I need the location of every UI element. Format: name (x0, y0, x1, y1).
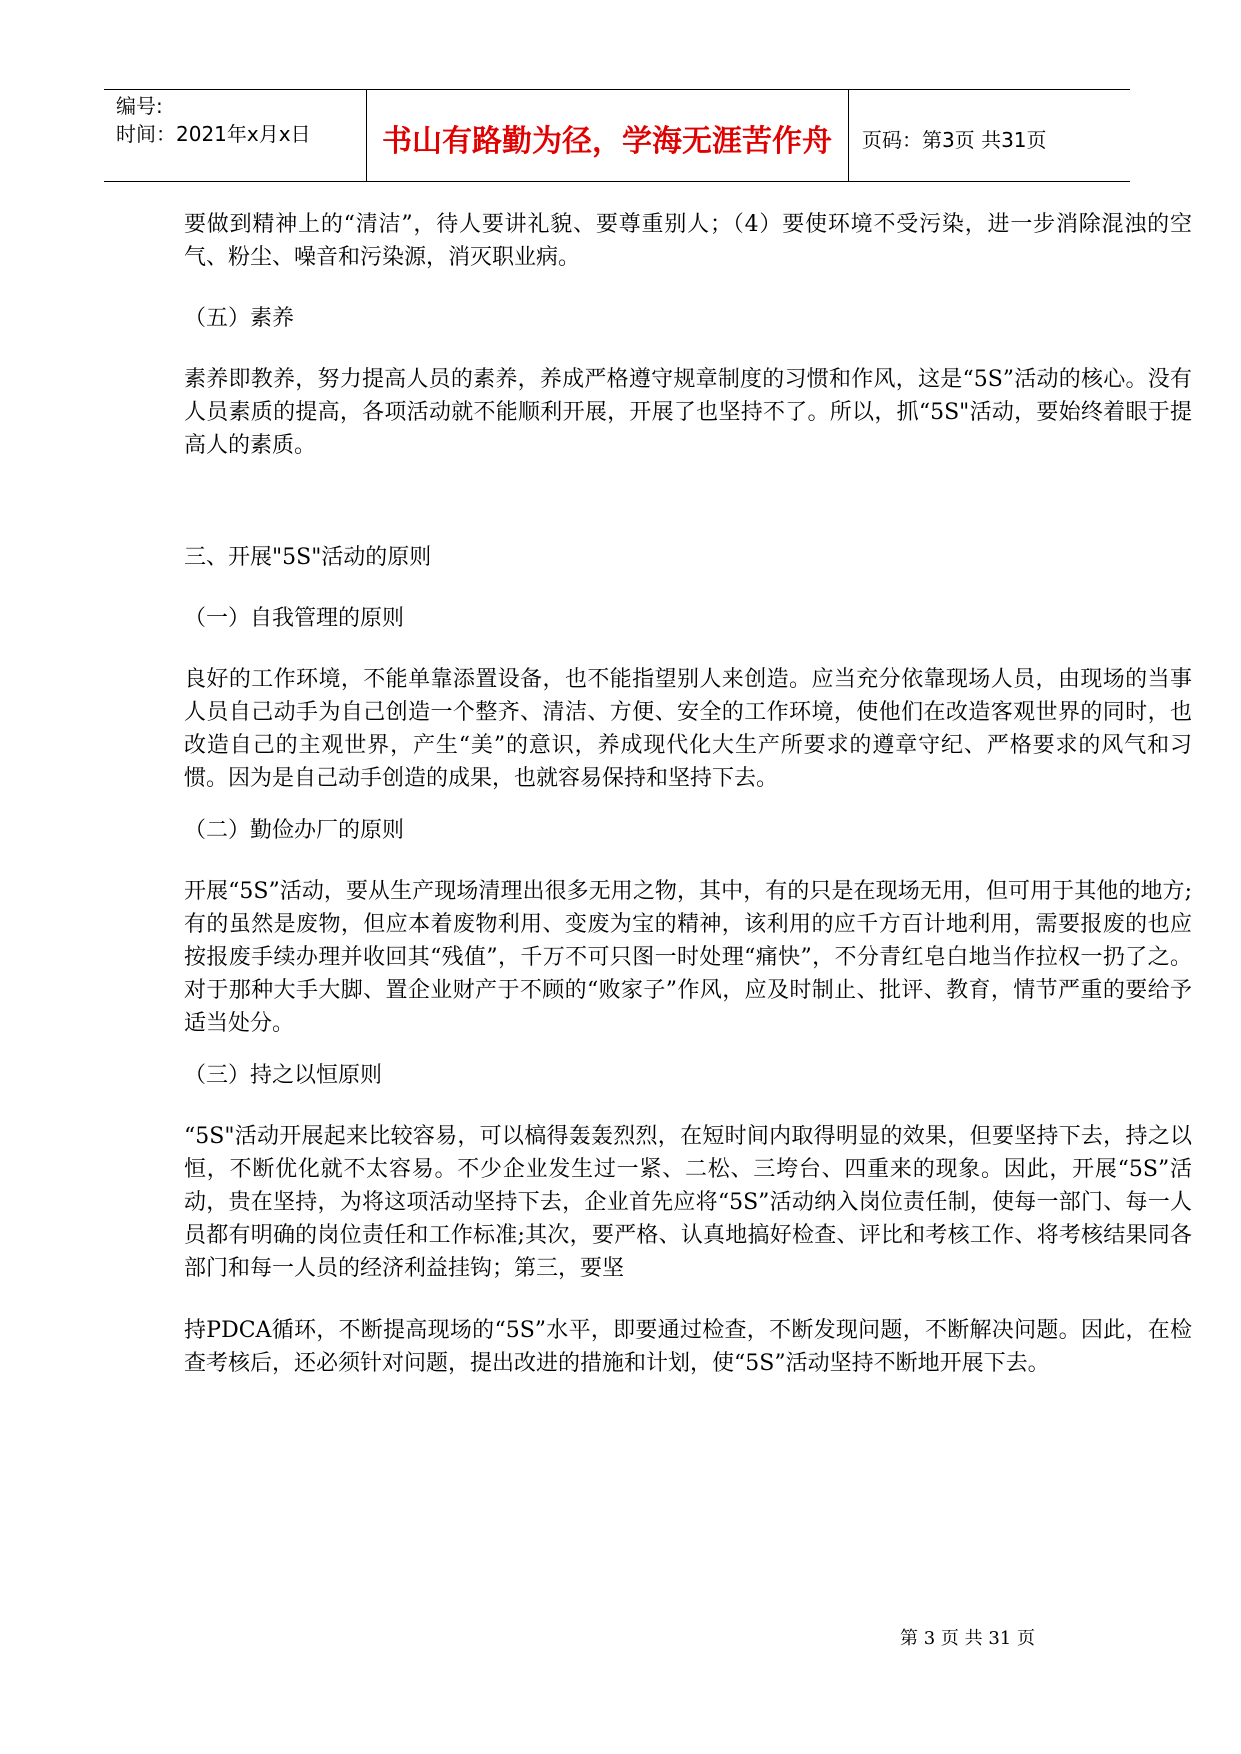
header-top-rule (104, 89, 1130, 90)
paragraph: “5S"活动开展起来比较容易，可以槁得轰轰烈烈，在短时间内取得明显的效果，但要坚持下去，持之以恒，不断优化就不太容易。不少企业发生过一紧、二松、三垮台、四重来的现象。因此，开展“5S”活动，贵在坚持，为将这项活动坚持下去，企业首先应将“5S”活动纳入岗位责任制，使每一部门、每一人员都有明确的岗位责任和工作标准;其次，要严格、认真地搞好检查、评比和考核工作、将考核结果同各部门和每一人员的经济利益挂钩；第三，要坚 (184, 1124, 1192, 1281)
paragraph: 良好的工作环境，不能单靠添置设备，也不能指望别人来创造。应当充分依靠现场人员，由现场的当事人员自己动手为自己创造一个整齐、清洁、方便、安全的工作环境，使他们在改造客观世界的同时，也改造自己的主观世界，产生“美”的意识，养成现代化大生产所要求的遵章守纪、严格要求的风气和习惯。因为是自己动手创造的成果，也就容易保持和坚持下去。 (184, 667, 1192, 791)
header-motto: 书山有路勤为径，学海无涯苦作舟 (382, 124, 832, 159)
header-meta (116, 92, 366, 148)
header-bottom-rule (104, 181, 1130, 182)
header-divider-right (848, 89, 849, 181)
page-footer: 第 3 页 共 31 页 (900, 1628, 1035, 1649)
document-time: 时间：2021年x月x日 (116, 122, 311, 146)
paragraph: 要做到精神上的“清洁”，待人要讲礼貌、要尊重别人；（4）要使环境不受污染，进一步消除混浊的空气、粉尘、噪音和污染源，消灭职业病。 (184, 212, 1192, 270)
paragraph: 素养即教养，努力提高人员的素养，养成严格遵守规章制度的习惯和作风，这是“5S”活动的核心。没有人员素质的提高，各项活动就不能顺利开展，开展了也坚持不了。所以，抓“5S"活动，要始终着眼于提高人的素质。 (184, 367, 1192, 458)
header-page-info: 页码：第3页 共31页 (862, 128, 1047, 152)
section-heading: （三）持之以恒原则 (184, 1063, 383, 1088)
section-heading: （二）勤俭办厂的原则 (184, 818, 405, 843)
paragraph: 持PDCA循环，不断提高现场的“5S”水平，即要通过检查，不断发现问题，不断解决问题。因此，在检查考核后，还必须针对问题，提出改进的措施和计划，使“5S”活动坚持不断地开展下去。 (184, 1318, 1192, 1376)
paragraph: 开展“5S”活动，要从生产现场清理出很多无用之物，其中，有的只是在现场无用，但可用于其他的地方;有的虽然是废物，但应本着废物利用、变废为宝的精神，该利用的应千方百计地利用，需要报废的也应按报废手续办理并收回其“残值”，千万不可只图一时处理“痛快”，不分青红皂白地当作拉权一扔了之。对于那种大手大脚、置企业财产于不顾的“败家子”作风，应及时制止、批评、教育，情节严重的要给予适当处分。 (184, 879, 1192, 1036)
document-number-label: 编号: (116, 94, 163, 118)
document-body (184, 208, 1192, 1380)
section-heading: （五）素养 (184, 306, 295, 331)
section-heading: （一）自我管理的原则 (184, 606, 405, 631)
chapter-heading: 三、开展"5S"活动的原则 (184, 545, 432, 570)
